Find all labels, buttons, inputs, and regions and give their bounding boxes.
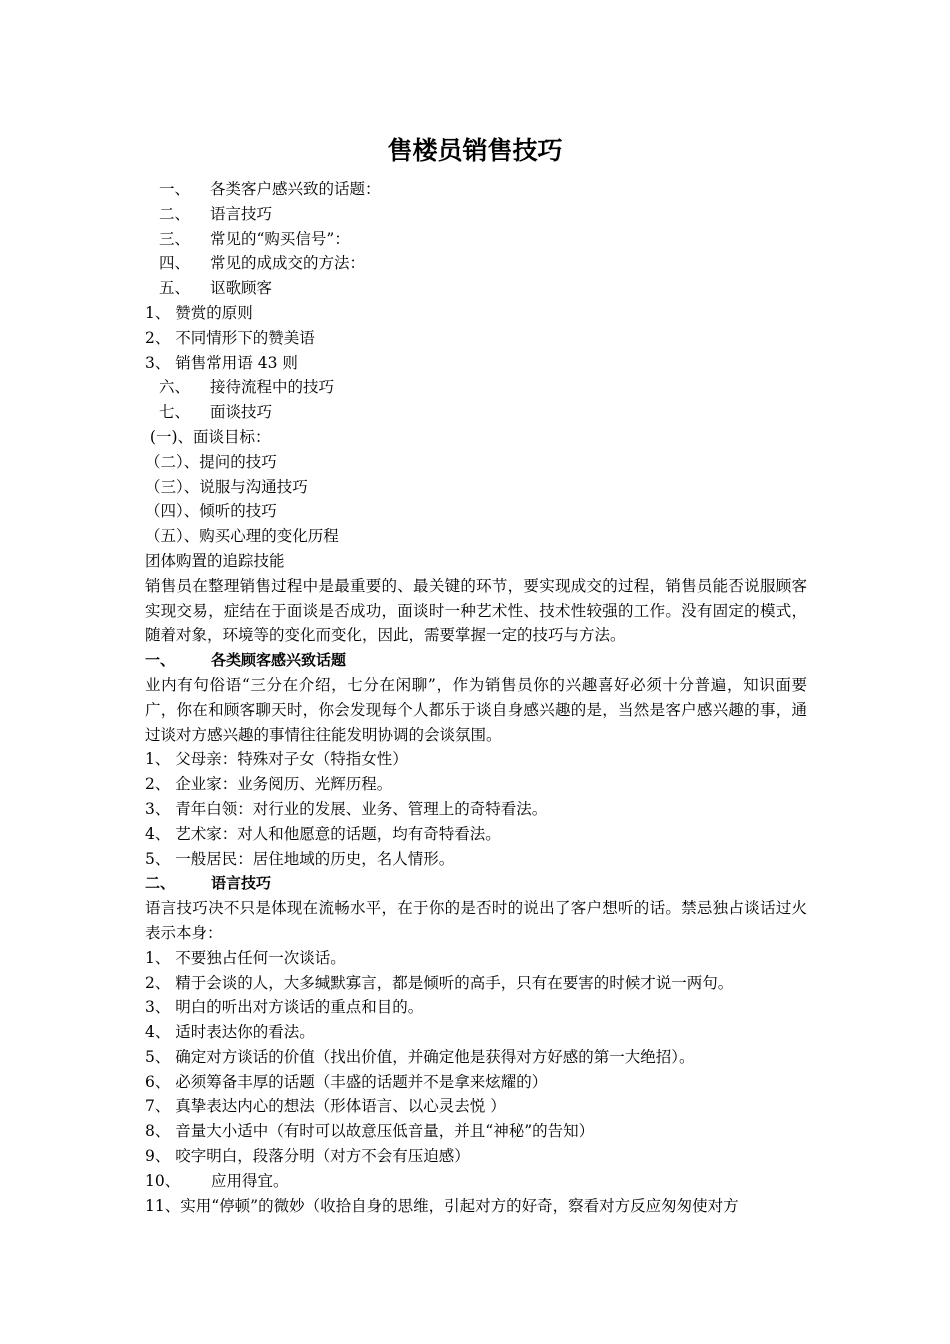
list-item: （四）、倾听的技巧	[145, 502, 277, 521]
list-item: （二）、提问的技巧	[145, 452, 277, 471]
list-item: 2、 企业家：业务阅历、光辉历程。	[145, 775, 393, 794]
toc-text: 常见的成成交的方法：	[210, 254, 366, 273]
list-item: (一)、面谈目标：	[145, 427, 271, 446]
list-item: 8、 音量大小适中（有时可以故意压低音量，并且“神秘”的告知）	[145, 1122, 595, 1141]
list-item: 9、 咬字明白，段落分明（对方不会有压迫感）	[145, 1147, 470, 1166]
list-item: 2、 精于会谈的人，大多缄默寡言，都是倾听的高手，只有在要害的时候才说一两句。	[145, 973, 734, 992]
section-number: 二、	[145, 874, 176, 893]
toc-item	[145, 202, 807, 227]
section-paragraph: 语言技巧决不只是体现在流畅水平，在于你的是否时的说出了客户想听的话。禁忌独占谈话过火表示本身：	[145, 899, 807, 942]
section-heading	[145, 648, 807, 673]
intro-paragraph: 销售员在整理销售过程中是最重要的、最关键的环节，要实现成交的过程，销售员能否说服顾客实现交易，症结在于面谈是否成功，面谈时一种艺术性、技术性较强的工作。没有固定的模式，随着对象，环境等的变化而变化，因此，需要掌握一定的技巧与方法。	[145, 576, 807, 645]
page-title: 售楼员销售技巧	[387, 136, 563, 165]
list-item: 6、 必须筹备丰厚的话题（丰盛的话题并不是拿来炫耀的）	[145, 1072, 548, 1091]
list-item: 1、 父母亲：特殊对子女（特指女性）	[145, 750, 408, 769]
list-item: 1、 不要独占任何一次谈话。	[145, 948, 346, 967]
toc-number: 三、	[159, 229, 191, 248]
list-item: 3、 明白的听出对方谈话的重点和目的。	[145, 998, 424, 1017]
toc-item	[145, 227, 807, 252]
toc-text: 常见的“购买信号”：	[210, 229, 350, 248]
toc-item	[145, 375, 807, 400]
toc-number: 七、	[159, 403, 191, 422]
list-item: 5、 确定对方谈话的价值（找出价值，并确定他是获得对方好感的第一大绝招）。	[145, 1047, 695, 1066]
list-item: 4、 艺术家：对人和他愿意的话题，均有奇特看法。	[145, 824, 501, 843]
list-item: 5、 一般居民：居住地域的历史，名人情形。	[145, 849, 455, 868]
section-number: 一、	[145, 651, 176, 670]
toc-text: 接待流程中的技巧	[210, 378, 335, 397]
toc-item	[145, 400, 807, 425]
list-text: 应用得宜。	[211, 1171, 289, 1190]
toc-number: 四、	[159, 254, 191, 273]
list-item: （三）、说服与沟通技巧	[145, 477, 308, 496]
list-item: 11、实用“停顿”的微妙（收拾自身的思维，引起对方的好奇，察看对方反应匆匆使对方	[145, 1196, 739, 1215]
toc-item	[145, 276, 807, 301]
list-item: （五）、购买心理的变化历程	[145, 527, 339, 546]
toc-item	[145, 251, 807, 276]
toc-text: 讴歌顾客	[210, 279, 273, 298]
list-item: 3、 青年白领：对行业的发展、业务、管理上的奇特看法。	[145, 799, 548, 818]
section-title: 各类顾客感兴致话题	[211, 651, 347, 670]
list-item	[145, 1169, 807, 1194]
list-item: 7、 真挚表达内心的想法（形体语言、以心灵去悦 ）	[145, 1097, 506, 1116]
toc-text: 语言技巧	[210, 204, 273, 223]
toc-number: 一、	[159, 180, 191, 198]
toc-number: 二、	[159, 204, 191, 223]
list-item: 团体购置的追踪技能	[145, 551, 285, 570]
list-item: 3、 销售常用语 43 则	[145, 353, 298, 372]
toc-text: 各类客户感兴致的话题：	[210, 180, 381, 198]
toc-text: 面谈技巧	[210, 403, 273, 422]
section-title: 语言技巧	[211, 874, 272, 893]
toc-number: 六、	[159, 378, 191, 397]
section-paragraph: 业内有句俗语“三分在介绍，七分在闲聊”，作为销售员你的兴趣喜好必须十分普遍，知识面要广，你在和顾客聊天时，你会发现每个人都乐于谈自身感兴趣的是，当然是客户感兴趣的事，通过谈对方感兴趣的事情往往能发明协调的会谈氛围。	[145, 675, 807, 744]
section-heading	[145, 871, 807, 896]
document-body	[145, 177, 807, 1218]
list-item: 1、 赞赏的原则	[145, 303, 253, 322]
toc-number: 五、	[159, 279, 191, 298]
toc-item	[145, 177, 807, 202]
list-number: 10、	[145, 1171, 181, 1190]
list-item: 4、 适时表达你的看法。	[145, 1023, 315, 1042]
list-item: 2、 不同情形下的赞美语	[145, 328, 315, 347]
